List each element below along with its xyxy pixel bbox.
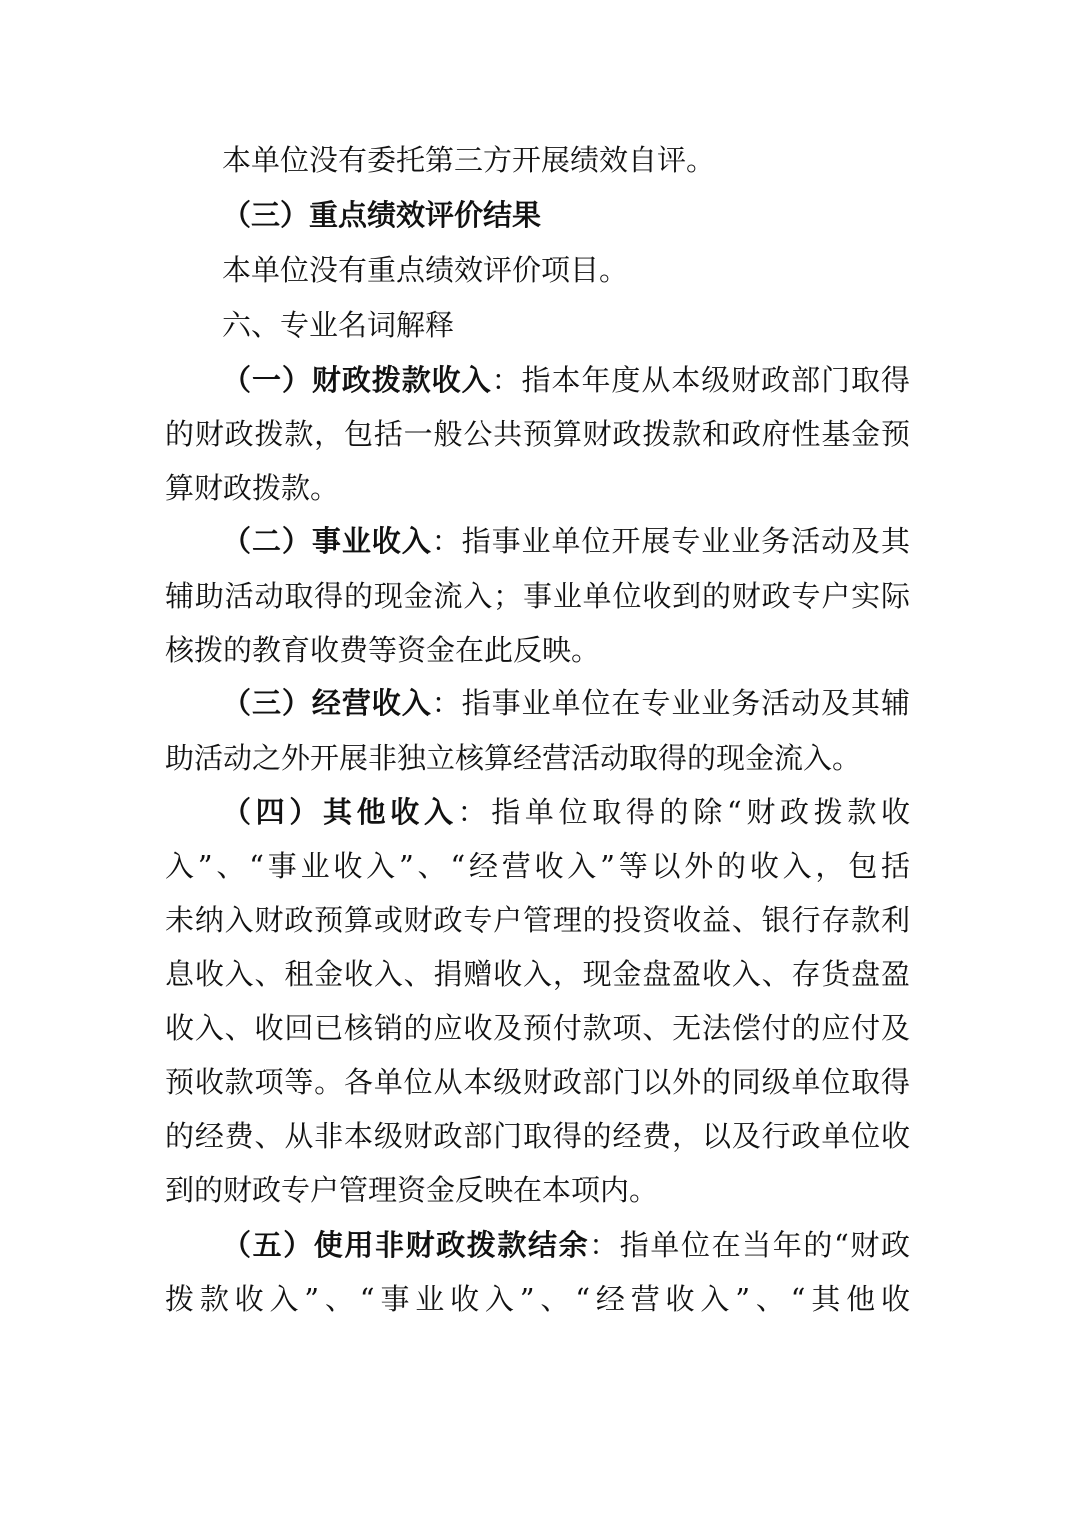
subheading	[0, 195, 1074, 235]
paragraph-line	[0, 140, 1074, 180]
line-text: 未纳入财政预算或财政专户管理的投资收益、银行存款利	[165, 903, 910, 937]
definition-line	[0, 521, 1074, 561]
definition-line	[0, 360, 1074, 400]
paragraph-line	[0, 846, 1074, 886]
line-text: 辅助活动取得的现金流入；事业单位收到的财政专户实际	[165, 579, 910, 613]
paragraph-line	[0, 576, 1074, 616]
paragraph-line	[0, 954, 1074, 994]
term-definition: ：指单位在当年的“财政	[589, 1228, 910, 1262]
line-text: 本单位没有重点绩效评价项目。	[222, 253, 629, 287]
definition-line	[0, 792, 1074, 832]
definition-first-line	[222, 360, 910, 400]
definition-first-line	[222, 1225, 910, 1265]
line-text: 的经费、从非本级财政部门取得的经费，以及行政单位收	[165, 1119, 910, 1153]
term-label: （一）财政拨款收入	[222, 363, 492, 397]
line-text: 收入、收回已核销的应收及预付款项、无法偿付的应付及	[165, 1011, 910, 1045]
term-label: （四）其他收入	[222, 795, 458, 829]
line-text: 入”、“事业收入”、“经营收入”等以外的收入，包括	[165, 849, 910, 883]
line-text: 预收款项等。各单位从本级财政部门以外的同级单位取得	[165, 1065, 910, 1099]
line-text: 核拨的教育收费等资金在此反映。	[165, 633, 601, 667]
paragraph-line	[0, 250, 1074, 290]
definition-first-line	[222, 521, 910, 561]
term-label: （二）事业收入	[222, 524, 432, 558]
term-label: （三）经营收入	[222, 686, 432, 720]
line-text: 拨款收入”、“事业收入”、“经营收入”、“其他收	[165, 1282, 910, 1316]
line-text: 助活动之外开展非独立核算经营活动取得的现金流入。	[165, 741, 862, 775]
line-text: 算财政拨款。	[165, 471, 340, 505]
paragraph-line	[0, 414, 1074, 454]
paragraph-line	[0, 1170, 1074, 1210]
line-text: 的财政拨款，包括一般公共预算财政拨款和政府性基金预	[165, 417, 910, 451]
line-text: 本单位没有委托第三方开展绩效自评。	[222, 143, 716, 177]
term-definition: ：指事业单位在专业业务活动及其辅	[431, 686, 910, 720]
definition-first-line	[222, 792, 910, 832]
paragraph-line	[0, 1279, 1074, 1319]
term-label: （五）使用非财政拨款结余	[222, 1228, 590, 1262]
section-heading-text: 六、专业名词解释	[222, 308, 455, 342]
paragraph-line	[0, 1008, 1074, 1048]
paragraph-line	[0, 900, 1074, 940]
paragraph-line	[0, 738, 1074, 778]
term-definition: ：指本年度从本级财政部门取得	[491, 363, 910, 397]
definition-first-line	[222, 683, 910, 723]
line-text: 到的财政专户管理资金反映在本项内。	[165, 1173, 659, 1207]
paragraph-line	[0, 1062, 1074, 1102]
subheading-text: （三）重点绩效评价结果	[222, 198, 542, 232]
term-definition: ：指单位取得的除“财政拨款收	[457, 795, 910, 829]
paragraph-line	[0, 1116, 1074, 1156]
definition-line	[0, 1225, 1074, 1265]
paragraph-line	[0, 630, 1074, 670]
line-text: 息收入、租金收入、捐赠收入，现金盘盈收入、存货盘盈	[165, 957, 910, 991]
section-heading	[0, 305, 1074, 345]
definition-line	[0, 683, 1074, 723]
term-definition: ：指事业单位开展专业业务活动及其	[431, 524, 910, 558]
paragraph-line	[0, 468, 1074, 508]
